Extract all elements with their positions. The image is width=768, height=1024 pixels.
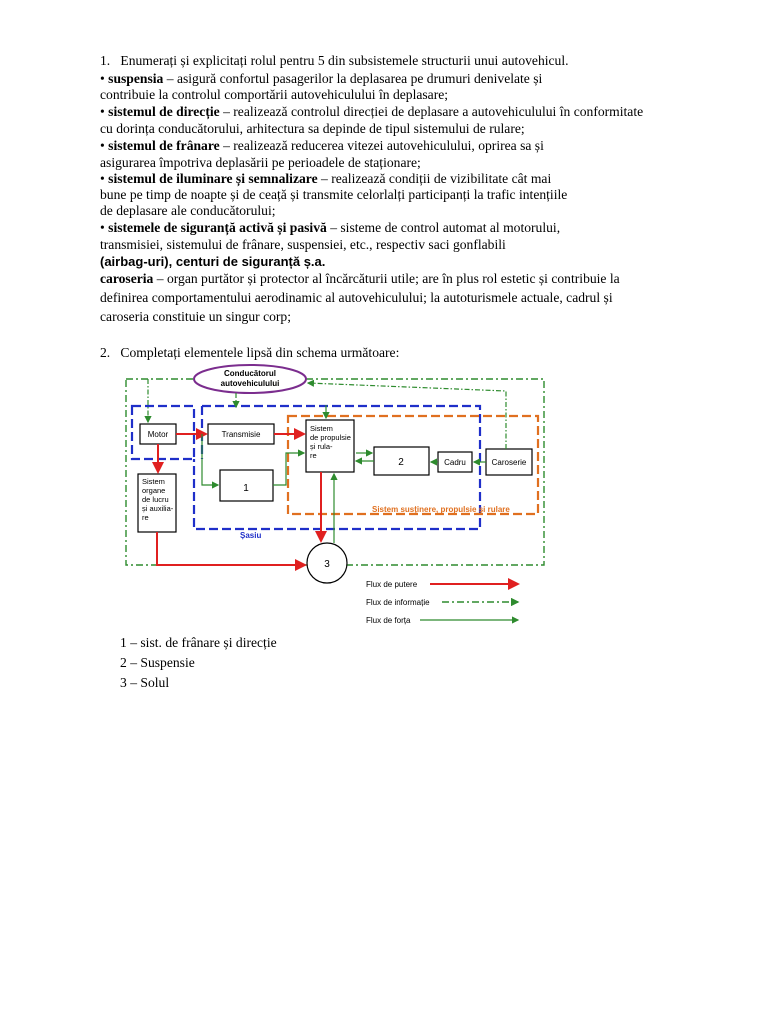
text-line: cu dorința conducătorului, arhitectura sa depinde de tipul sistemului de rulare; — [100, 121, 525, 136]
text-line: contribuie la controlul comportării autovehiculului în deplasare; — [100, 87, 449, 102]
box-1-label: 1 — [243, 483, 249, 494]
term: sistemul de iluminare și semnalizare — [108, 171, 318, 186]
sistem-organe-label: Sistem — [142, 477, 165, 486]
sistem-organe-label: re — [142, 513, 149, 522]
box-2-label: 2 — [398, 457, 404, 468]
caroserie-label: Caroserie — [491, 458, 527, 467]
driver-label: autovehiculului — [220, 379, 280, 388]
circle-3-label: 3 — [324, 559, 330, 570]
sistem-organe-label: și auxilia- — [142, 504, 174, 513]
question-2 — [100, 344, 399, 361]
term: suspensia — [108, 71, 164, 86]
question-text: Completați elementele lipsă din schema următoare: — [120, 345, 400, 360]
bullet-suspensia: • suspensia – asigură confortul pasagerilor la deplasarea pe drumuri denivelate și — [100, 71, 543, 86]
vehicle-structure-diagram — [120, 361, 550, 633]
sistem-propulsie-label: și rula- — [310, 442, 333, 451]
sasiu-label: Șasiu — [240, 531, 262, 540]
sustinere-label: Sistem susținere, propulsie și rulare — [372, 505, 510, 514]
term: sistemul de direcție — [108, 104, 220, 119]
question-1 — [100, 52, 569, 69]
text-line: transmisiei, sistemului de frânare, suspensiei, etc., respectiv saci gonflabili — [100, 237, 506, 252]
legend-force-label: Flux de forța — [366, 616, 411, 625]
term: sistemul de frânare — [108, 138, 220, 153]
paragraph-caroseria: caroseria – organ purtător și protector al încărcăturii utile; are în plus rol estetic și contribuie la — [100, 271, 620, 286]
bullet-siguranta: • sistemele de siguranță activă și pasivă – sisteme de control automat al motorului, — [100, 220, 561, 235]
sistem-organe-label: organe — [142, 486, 166, 495]
question-number: 2. — [100, 345, 111, 360]
question-number: 1. — [100, 53, 111, 68]
bullet-iluminare: • sistemul de iluminare și semnalizare – realizează condiții de vizibilitate cât mai — [100, 171, 552, 186]
text-line-bold: (airbag-uri), centuri de siguranță ș.a. — [100, 254, 326, 269]
sistem-organe-label: de lucru — [142, 495, 169, 504]
answer-3: 3 – Solul — [120, 675, 170, 690]
answer-2: 2 – Suspensie — [120, 655, 195, 670]
text-line: bune pe timp de noapte și de ceață și transmite celorlalți participanți la trafic intențiile — [100, 187, 568, 202]
legend-info-label: Flux de informație — [366, 598, 430, 607]
sistem-propulsie-label: Sistem — [310, 424, 333, 433]
transmisie-label: Transmisie — [221, 430, 261, 439]
text-line: asigurarea împotriva deplasării pe perioadele de staționare; — [100, 155, 421, 170]
bullet-franare: • sistemul de frânare – realizează reducerea vitezei autovehiculului, oprirea sa și — [100, 138, 544, 153]
text-line: caroseria constituie un singur corp; — [100, 309, 292, 324]
text-line: definirea comportamentului aerodinamic al autovehiculului; la autoturismele actuale, cadrul și — [100, 290, 613, 305]
power-arrow — [157, 532, 305, 565]
answer-1: 1 – sist. de frânare și direcție — [120, 635, 277, 650]
term: sistemele de siguranță activă și pasivă — [108, 220, 327, 235]
driver-label: Conducătorul — [224, 369, 276, 378]
motor-label: Motor — [147, 430, 169, 439]
term: caroseria — [100, 271, 154, 286]
sistem-propulsie-label: re — [310, 451, 317, 460]
bullet-directie: • sistemul de direcție – realizează controlul direcției de deplasare a autovehiculului în conformitate — [100, 104, 644, 119]
question-text: Enumerați și explicitați rolul pentru 5 din subsistemele structurii unui autovehicul. — [120, 53, 569, 68]
legend-power-label: Flux de putere — [366, 580, 418, 589]
sistem-propulsie-label: de propulsie — [310, 433, 351, 442]
text-line: de deplasare ale conducătorului; — [100, 203, 276, 218]
cadru-label: Cadru — [444, 458, 466, 467]
